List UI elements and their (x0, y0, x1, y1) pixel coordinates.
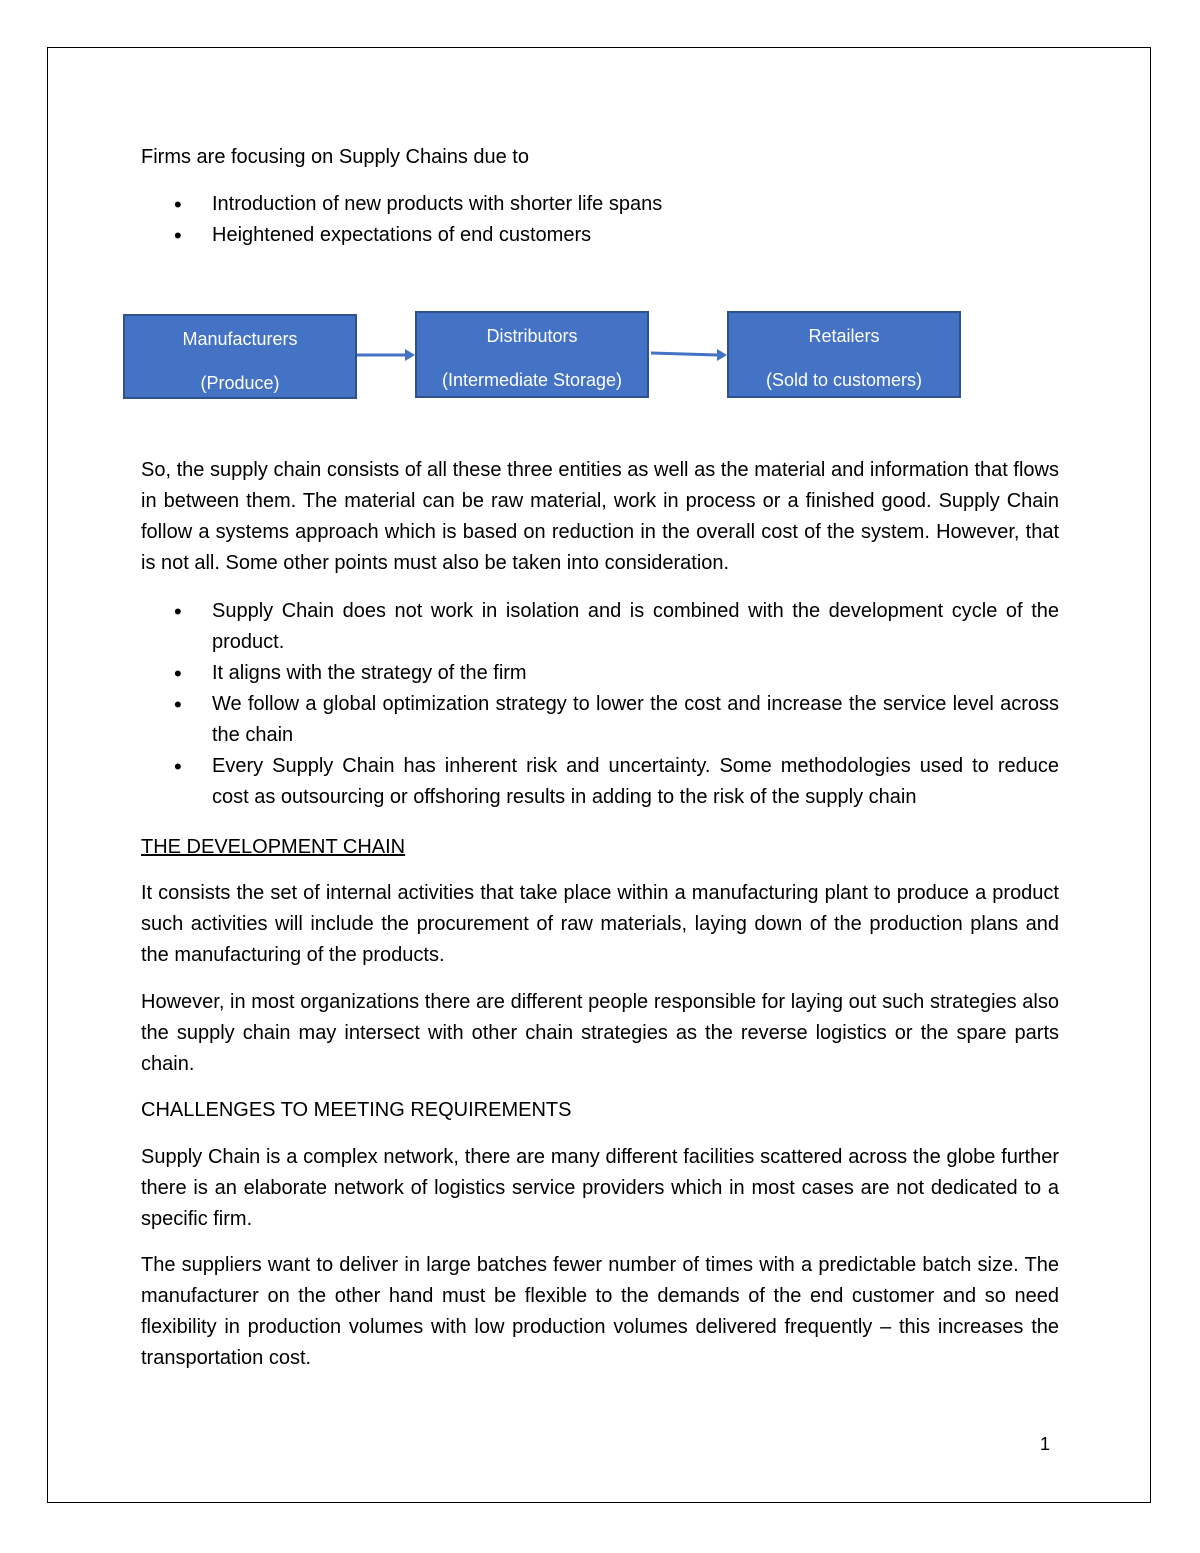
box-title: Manufacturers (182, 329, 298, 349)
body-bullet: • Supply Chain does not work in isolation and is combined with the development cycle of the product. (141, 596, 1059, 658)
arrow-manufacturers-to-distributors (357, 349, 415, 361)
challenges-paragraph: The suppliers want to deliver in large batches fewer number of times with a predictable batch size. The manufacturer on the other hand must be flexible to the demands of the end customer and so need flexibility in production volumes with low production volumes delivered frequently – this increases the transportation cost. (141, 1254, 1059, 1369)
challenges-heading: CHALLENGES TO MEETING REQUIREMENTS (141, 1099, 572, 1121)
body-bullet: • Every Supply Chain has inherent risk and uncertainty. Some methodologies used to reduce cost as outsourcing or offshoring results in adding to the risk of the supply chain (141, 751, 1059, 813)
body-bullet: • It aligns with the strategy of the firm (141, 658, 1059, 689)
box-title: Retailers (808, 326, 880, 346)
challenges-paragraph: Supply Chain is a complex network, there are many different facilities scattered across the globe further there is an elaborate network of logistics service providers which in most cases are not dedicated to a specific firm. (141, 1146, 1059, 1230)
intro-bullet: • Introduction of new products with shorter life spans (141, 189, 1059, 220)
body-paragraph: So, the supply chain consists of all these three entities as well as the material and information that flows in between them. The material can be raw material, work in process or a finished good. Supply Chain follow a systems approach which is based on reduction in the overall cost of the system. However, that is not all. Some other points must also be taken into consideration. (141, 459, 1059, 574)
body-bullet-list (141, 596, 1059, 813)
diagram-arrows (0, 0, 1200, 500)
development-chain-heading: THE DEVELOPMENT CHAIN (141, 836, 406, 858)
box-title: Distributors (486, 326, 578, 346)
intro-bullet: • Heightened expectations of end customers (141, 220, 1059, 251)
page-number: 1 (1040, 1434, 1051, 1454)
intro-lead: Firms are focusing on Supply Chains due to (141, 146, 529, 168)
box-subtitle: (Sold to customers) (765, 370, 923, 390)
development-chain-paragraph: However, in most organizations there are different people responsible for laying out such strategies also the supply chain may intersect with other chain strategies as the reverse logistics or the spare parts chain. (141, 991, 1059, 1075)
box-subtitle: (Produce) (200, 373, 280, 393)
arrow-distributors-to-retailers (651, 349, 727, 361)
body-bullet: • We follow a global optimization strategy to lower the cost and increase the service level across the chain (141, 689, 1059, 751)
box-subtitle: (Intermediate Storage) (441, 370, 623, 390)
development-chain-paragraph: It consists the set of internal activities that take place within a manufacturing plant to produce a product such activities will include the procurement of raw materials, laying down of the production plans and the manufacturing of the products. (141, 882, 1059, 966)
